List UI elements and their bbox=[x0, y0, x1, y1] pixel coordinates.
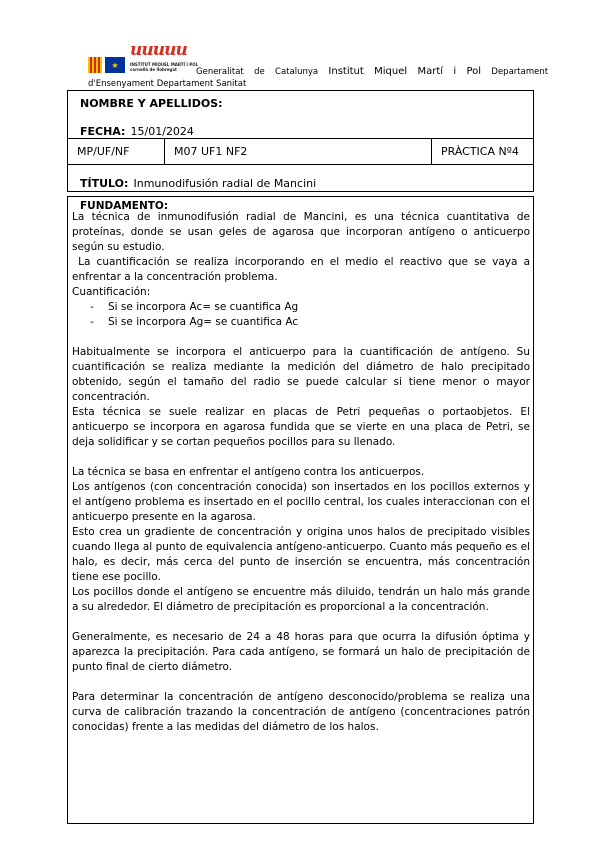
mp-label: MP/UF/NF bbox=[68, 139, 165, 164]
eu-flag-icon: ★ bbox=[105, 57, 125, 73]
catalonia-flag-icon bbox=[88, 57, 102, 73]
date-row bbox=[80, 120, 194, 139]
paragraph: Los pocillos donde el antígeno se encuentre más diluido, tendrán un halo más grande a su alrededor. El diámetro de precipitación es proporcional a la concentración. bbox=[72, 586, 530, 613]
paragraph: Para determinar la concentración de antígeno desconocido/problema se realiza una curva de calibración trazando la concentración de antígeno (concentraciones patrón conocidas) frente a las medidas del diámetro de los halos. bbox=[72, 691, 530, 733]
fundamento-heading: FUNDAMENTO: bbox=[80, 200, 169, 212]
practice-number: PRÀCTICA Nº4 bbox=[441, 145, 519, 158]
title-label: TÍTULO: bbox=[80, 177, 129, 190]
title-value: Inmunodifusión radial de Mancini bbox=[133, 177, 317, 190]
module-row bbox=[67, 138, 534, 165]
document-header bbox=[78, 40, 548, 92]
paragraph: Esto crea un gradiente de concentración y origina unos halos de precipitado visibles cuando llega al punto de equivalencia antígeno-anticuerpo. Cuanto más pequeño es el halo, es decir, más cerca del punto de inserción se encuentra, más concentración tiene ese pocillo. bbox=[72, 526, 530, 583]
paragraph: La técnica de inmunodifusión radial de Mancini, es una técnica cuantitativa de proteínas, donde se usan geles de agarosa que incorporan antígeno o anticuerpo según su estudio. bbox=[72, 211, 530, 253]
header-line-2: d'Ensenyament Departament Sanitat bbox=[88, 79, 247, 89]
paragraph: La cuantificación se realiza incorporando en el medio el reactivo que se vaya a enfrentar a la concentración problema. bbox=[72, 256, 534, 283]
name-label: NOMBRE Y APELLIDOS: bbox=[80, 97, 223, 110]
paragraph: Los antígenos (con concentración conocida) son insertados en los pocillos externos y el antígeno problema es insertado en el pocillo central, los cuales interaccionan con el anticuerpo presente en la agarosa. bbox=[72, 481, 530, 523]
mp-value: M07 UF1 NF2 bbox=[165, 139, 432, 164]
list-item: - Si se incorpora Ag= se cuantifica Ac bbox=[90, 316, 299, 328]
paragraph: Cuantificación: bbox=[72, 286, 151, 298]
institute-logo-art: uuuuu bbox=[130, 40, 187, 60]
date-label: FECHA: bbox=[80, 125, 126, 138]
title-row bbox=[80, 172, 316, 191]
paragraph: Habitualmente se incorpora el anticuerpo para la cuantificación de antígeno. Su cuantificación se realiza mediante la medición del diámetro de halo precipitado obtenido, según el tamaño del radio se puede calcular si tiene menor o mayor concentración. bbox=[72, 346, 530, 403]
paragraph: Generalmente, es necesario de 24 a 48 horas para que ocurra la difusión óptima y aparezca la precipitación. Para cada antígeno, se formará un halo de precipitación de punto final de cierto diámetro. bbox=[72, 631, 530, 673]
fundamento-content bbox=[72, 210, 534, 735]
list-item: - Si se incorpora Ac= se cuantifica Ag bbox=[90, 301, 299, 313]
quantification-list bbox=[72, 300, 530, 330]
fundamento-section bbox=[67, 196, 534, 824]
header-line-1: Generalitat de Catalunya Institut Miquel Martí i Pol Departament bbox=[196, 66, 549, 77]
date-value: 15/01/2024 bbox=[130, 125, 194, 138]
institute-logo-text: INSTITUT MIQUEL MARTÍ I POL cornellà de llobregat bbox=[130, 62, 199, 72]
paragraph: Esta técnica se suele realizar en placas de Petri pequeñas o portaobjetos. El anticuerpo se incorpora en agarosa fundida que se vierte en una placa de Petri, se deja solidificar y se cortan pequeños pocillos para su llenado. bbox=[72, 406, 530, 448]
paragraph: La técnica se basa en enfrentar el antígeno contra los anticuerpos. bbox=[72, 466, 425, 478]
title-box bbox=[67, 164, 534, 192]
name-date-box bbox=[67, 90, 534, 139]
